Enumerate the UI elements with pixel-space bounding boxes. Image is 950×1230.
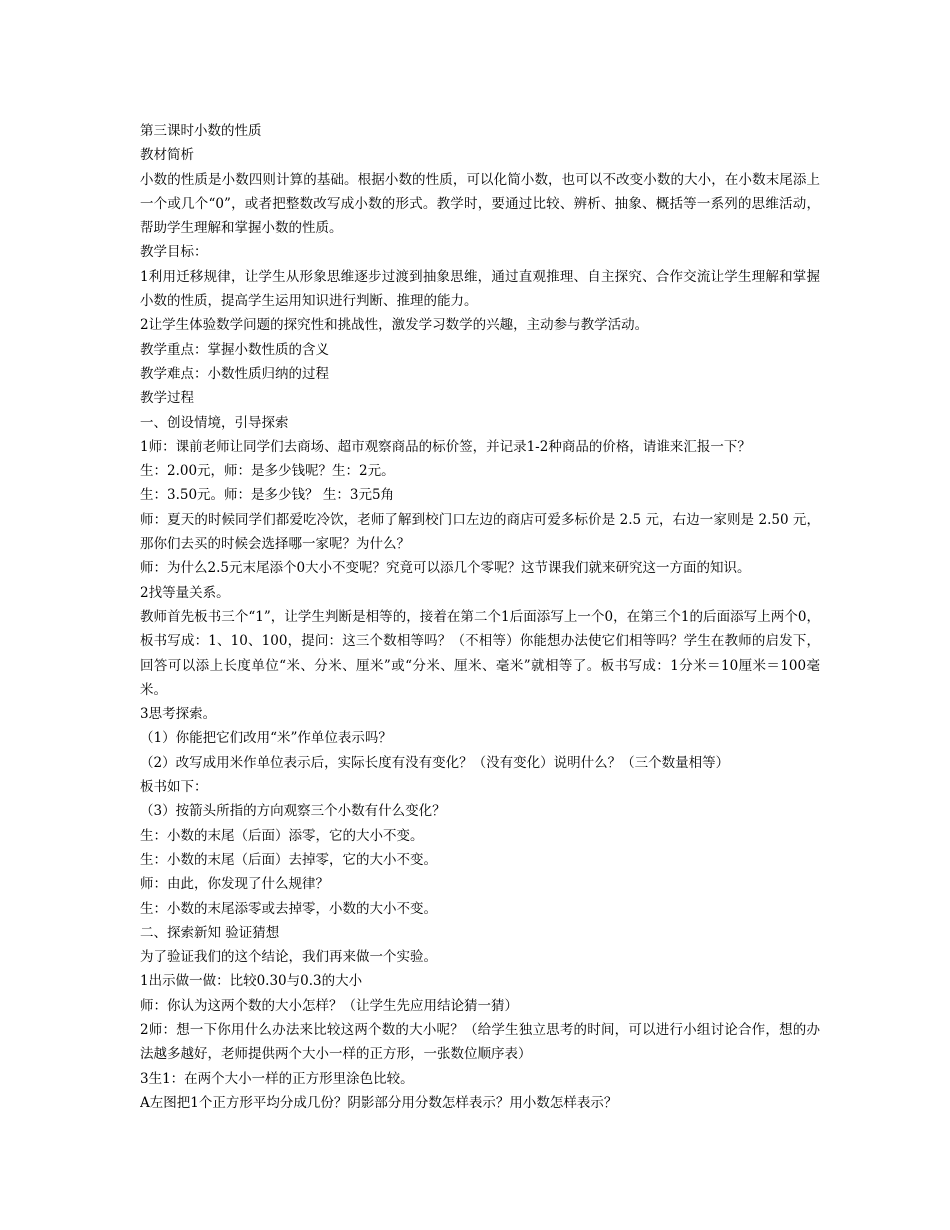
paragraph-objective-1: 1利用迁移规律，让学生从形象思维逐步过渡到抽象思维，通过直观推理、自主探究、合作交流让学生理解和掌握小数的性质，提高学生运用知识进行判断、推理的能力。 xyxy=(140,268,820,310)
subheading-step-3: 3思考探索。 xyxy=(140,706,217,723)
dialogue-line: 生：3.50元。师：是多少钱？ 生：3元5角 xyxy=(140,487,395,504)
paragraph-objective-2: 2让学生体验数学问题的探究性和挑战性，激发学习数学的兴趣，主动参与教学活动。 xyxy=(140,317,649,334)
paragraph-cold-drink: 师：夏天的时候同学们都爱吃冷饮，老师了解到校门口左边的商店可爱多标价是 2.5 元，右边一家则是 2.50 元，那你们去买的时候会选择哪一家呢？为什么？ xyxy=(140,511,820,553)
question-line: （1）你能把它们改用“米”作单位表示吗？ xyxy=(140,730,392,747)
section-heading-process: 教学过程 xyxy=(140,390,194,407)
paragraph-key-point: 教学重点：掌握小数性质的含义 xyxy=(140,341,329,358)
document-body xyxy=(140,119,820,1115)
paragraph-step-1: 1师：课前老师让同学们去商场、超市观察商品的标价签，并记录1-2种商品的价格，请谁来汇报一下？ xyxy=(140,438,751,455)
dialogue-line: 师：由此，你发现了什么规律？ xyxy=(140,876,329,893)
paragraph-textbook-analysis: 小数的性质是小数四则计算的基础。根据小数的性质，可以化简小数，也可以不改变小数的大小，在小数末尾添上一个或几个“0”，或者把整数改写成小数的形式。教学时，要通过比较、辨析、抽象、概括等一系列的思维活动，帮助学生理解和掌握小数的性质。 xyxy=(140,171,820,237)
lesson-title: 第三课时小数的性质 xyxy=(140,123,262,139)
paragraph-difficult-point: 教学难点：小数性质归纳的过程 xyxy=(140,365,329,382)
question-line: （3）按箭头所指的方向观察三个小数有什么变化？ xyxy=(140,803,446,820)
subheading-part-2: 二、探索新知 验证猜想 xyxy=(140,924,280,941)
paragraph-step-1-compare: 1出示做一做：比较0.30与0.3的大小 xyxy=(140,973,363,990)
section-heading-objectives: 教学目标： xyxy=(140,244,208,261)
paragraph-question-a: A左图把1个正方形平均分成几份？阴影部分用分数怎样表示？用小数怎样表示？ xyxy=(140,1094,618,1111)
dialogue-line: 生：小数的末尾（后面）去掉零，它的大小不变。 xyxy=(140,851,437,868)
paragraph-step-2-methods: 2师：想一下你用什么办法来比较这两个数的大小呢？（给学生独立思考的时间，可以进行小组讨论合作，想的办法越多越好，老师提供两个大小一样的正方形，一张数位顺序表） xyxy=(140,1021,820,1063)
board-label: 板书如下： xyxy=(140,779,208,796)
paragraph-step-3-shading: 3生1：在两个大小一样的正方形里涂色比较。 xyxy=(140,1070,414,1087)
paragraph-board-writing: 教师首先板书三个“1”，让学生判断是相等的，接着在第二个1后面添写上一个0，在第三个1的后面添写上两个0，板书写成：1、10、100，提问：这三个数相等吗？（不相等）你能想办法使它们相等吗？学生在教师的启发下，回答可以添上长度单位“米、分米、厘米”或“分米、厘米、毫米”就相等了。板书写成：1分米＝10厘米＝100毫米。 xyxy=(140,608,820,698)
dialogue-line: 生：2.00元，师：是多少钱呢？生：2元。 xyxy=(140,463,395,480)
question-line: （2）改写成用米作单位表示后，实际长度有没有变化？（没有变化）说明什么？（三个数量相等） xyxy=(140,754,730,771)
dialogue-line: 生：小数的末尾（后面）添零，它的大小不变。 xyxy=(140,827,424,844)
section-heading-textbook-analysis: 教材简析 xyxy=(140,147,194,164)
dialogue-line: 生：小数的末尾添零或去掉零，小数的大小不变。 xyxy=(140,900,437,917)
subheading-step-2: 2找等量关系。 xyxy=(140,584,230,601)
dialogue-line: 师：你认为这两个数的大小怎样？（让学生先应用结论猜一猜） xyxy=(140,997,518,1014)
subheading-part-1: 一、创设情境，引导探索 xyxy=(140,414,289,431)
paragraph-why-question: 师：为什么2.5元末尾添个0大小不变呢？究竟可以添几个零呢？这节课我们就来研究这一方面的知识。 xyxy=(140,560,751,577)
paragraph-experiment-intro: 为了验证我们的这个结论，我们再来做一个实验。 xyxy=(140,949,437,966)
